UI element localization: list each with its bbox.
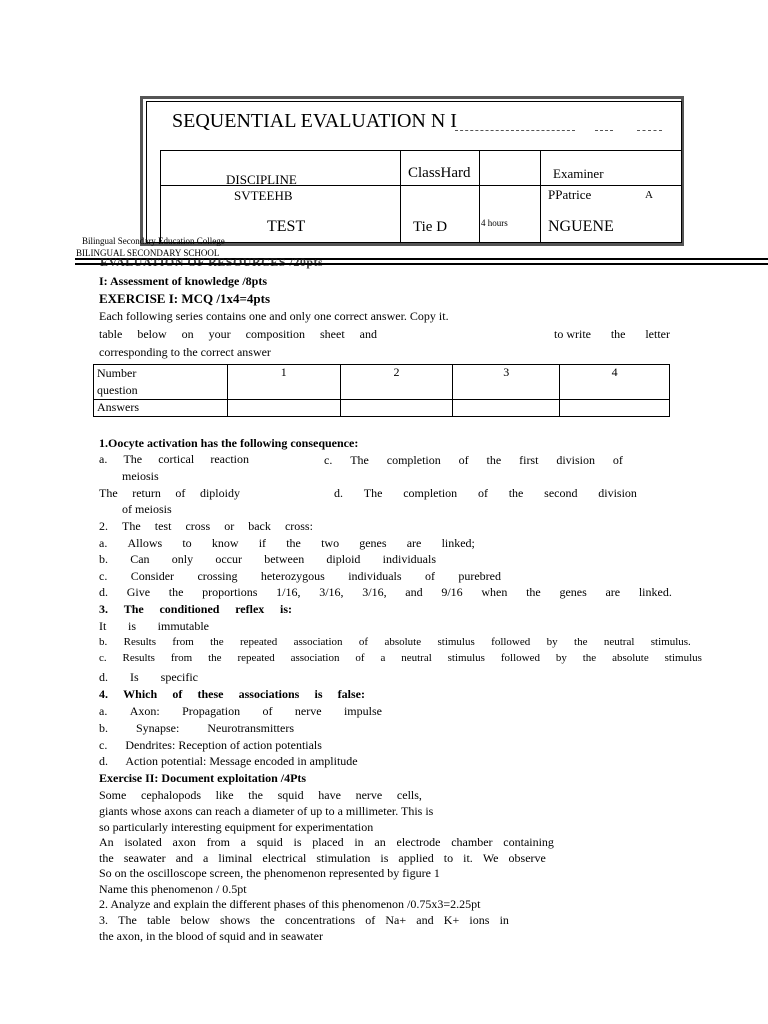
exercise2-title: Exercise II: Document exploitation /4Pts: [99, 771, 307, 785]
instructions-line-2-left: table below on your composition sheet and: [99, 327, 377, 341]
answer-cell-1: [227, 400, 340, 417]
table-row: [94, 400, 670, 417]
discipline-label: DISCIPLINE: [226, 172, 297, 187]
q4-title: 4. Which of these associations is false:: [99, 687, 365, 701]
class-label: ClassHard: [408, 165, 471, 181]
examiner-last-name: NGUENE: [548, 218, 614, 235]
q3-option-b: b. Results from the repeated association of absolute stimulus followed by the neutral stimulus.: [99, 636, 691, 648]
q2-option-a: a. Allows to know if the two genes are linked;: [99, 536, 475, 550]
college-name: Bilingual Secondary Education College: [82, 236, 225, 246]
exercise2-line-2: giants whose axons can reach a diameter of up to a millimeter. This is: [99, 804, 434, 818]
header-col-1: [400, 150, 401, 243]
question-number-3: 3: [453, 365, 560, 400]
answer-table: [93, 364, 670, 417]
duration-text: 4 hours: [481, 218, 508, 228]
question-number-2: 2: [340, 365, 453, 400]
answers-label: Answers: [94, 400, 228, 417]
q4-option-d: d. Action potential: Message encoded in amplitude: [99, 754, 358, 768]
school-name: BILINGUAL SECONDARY SCHOOL: [76, 248, 220, 258]
header-title: SEQUENTIAL EVALUATION N I: [172, 110, 457, 132]
exercise2-line-3: so particularly interesting equipment for experimentation: [99, 820, 374, 834]
question-number-1: 1: [227, 365, 340, 400]
q4-option-b: b. Synapse: Neurotransmitters: [99, 721, 294, 735]
q2-title: 2. The test cross or back cross:: [99, 519, 313, 533]
title-dashes: [455, 130, 575, 131]
instructions-line-3: corresponding to the correct answer: [99, 345, 271, 359]
instructions-line-1: Each following series contains one and only one correct answer. Copy it.: [99, 309, 449, 323]
exercise1-title: EXERCISE I: MCQ /1x4=4pts: [99, 291, 271, 306]
examiner-first-name: PPatrice: [548, 187, 592, 202]
table-header-cell: Number question: [94, 365, 228, 400]
header-col-0: [160, 150, 161, 243]
q4-option-c: c. Dendrites: Reception of action potentials: [99, 738, 322, 752]
q1-option-a: a. The cortical reaction: [99, 452, 249, 466]
q2-option-c: c. Consider crossing heterozygous individuals of purebred: [99, 569, 501, 583]
examiner-mark: A: [645, 189, 653, 201]
exercise2-line-7: Name this phenomenon / 0.5pt: [99, 882, 247, 896]
q2-option-d: d. Give the proportions 1/16, 3/16, 3/16, and 9/16 when the genes are linked.: [99, 585, 672, 599]
exercise2-line-5: the seawater and a liminal electrical stimulation is applied to it. We observe: [99, 851, 546, 865]
header-divider-2: [75, 263, 768, 265]
header-col-3: [540, 150, 541, 243]
header-col-2: [479, 150, 480, 243]
answer-cell-4: [560, 400, 670, 417]
q1-option-a-cont: meiosis: [122, 469, 159, 483]
exercise2-line-1: Some cephalopods like the squid have nerve cells,: [99, 788, 422, 802]
q4-option-a: a. Axon: Propagation of nerve impulse: [99, 704, 382, 718]
test-label: TEST: [267, 218, 306, 235]
answer-cell-2: [340, 400, 453, 417]
exercise2-line-4: An isolated axon from a squid is placed in an electrode chamber containing: [99, 835, 554, 849]
q3-option-c: c. Results from the repeated association of a neutral stimulus followed by the absolute stimulus: [99, 652, 702, 664]
header-rule-1: [160, 150, 682, 151]
title-dashes-2: [595, 130, 613, 131]
examiner-label: Examiner: [553, 166, 604, 181]
exercise2-line-10: the axon, in the blood of squid and in seawater: [99, 929, 323, 943]
q1-option-d: d. The completion of the second division: [334, 486, 637, 500]
q2-option-b: b. Can only occur between diploid individuals: [99, 552, 436, 566]
question-number-4: 4: [560, 365, 670, 400]
answer-cell-3: [453, 400, 560, 417]
title-dashes-3: [637, 130, 662, 131]
exercise2-line-8: 2. Analyze and explain the different phases of this phenomenon /0.75x3=2.25pt: [99, 897, 481, 911]
table-row: [94, 365, 670, 400]
discipline-value: SVTEEHB: [234, 188, 293, 203]
q1-option-b: The return of diploidy: [99, 486, 240, 500]
exercise2-line-9: 3. The table below shows the concentrations of Na+ and K+ ions in: [99, 913, 509, 927]
overlap-heading: EVALUATION OF RESOURCES /20pts: [100, 255, 324, 269]
exercise2-line-6: So on the oscilloscope screen, the phenomenon represented by figure 1: [99, 866, 440, 880]
instructions-line-2-right: to write the letter: [554, 327, 670, 341]
q1-title: 1.Oocyte activation has the following consequence:: [99, 436, 359, 450]
q1-option-c: c. The completion of the first division of: [324, 453, 623, 467]
q3-title: 3. The conditioned reflex is:: [99, 602, 292, 616]
q3-option-d: d. Is specific: [99, 670, 198, 684]
q3-option-a: It is immutable: [99, 619, 209, 633]
tie-label: Tie D: [413, 219, 448, 235]
part1-heading: I: Assessment of knowledge /8pts: [99, 274, 268, 288]
q1-option-b-cont: of meiosis: [122, 502, 172, 516]
